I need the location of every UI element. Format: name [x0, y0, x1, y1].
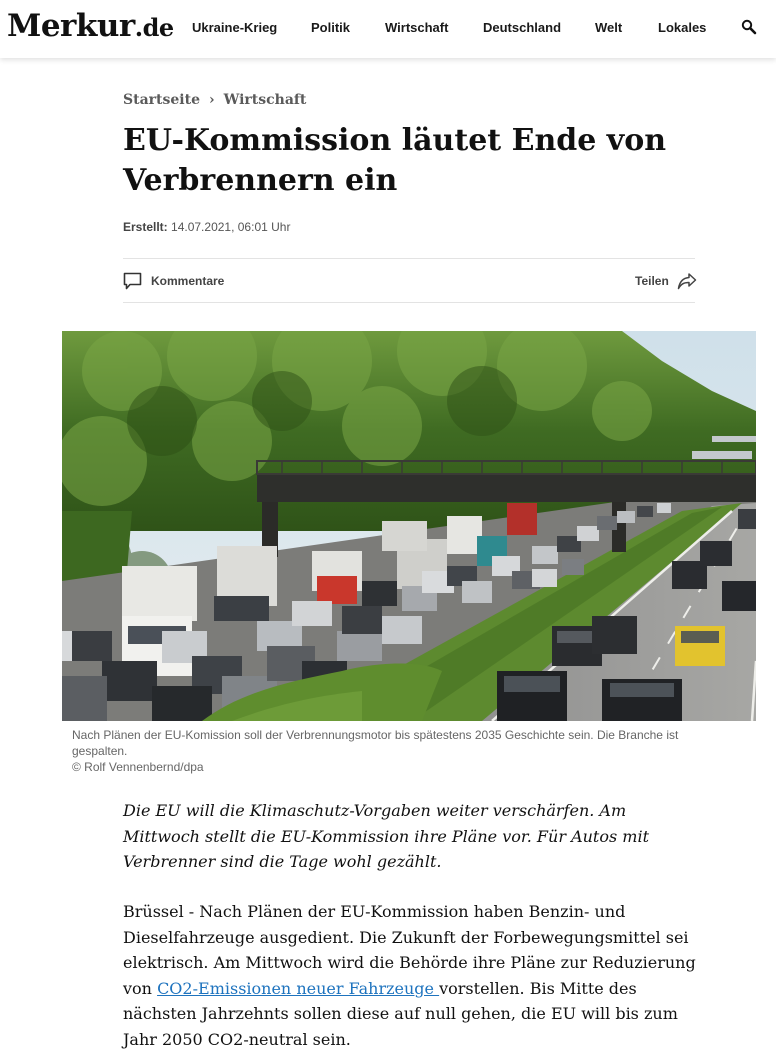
nav-item-ukraine-krieg[interactable]: Ukraine-Krieg — [192, 20, 278, 35]
meta-date: 14.07.2021, 06:01 Uhr — [171, 220, 291, 234]
chevron-right-icon: › — [208, 92, 215, 108]
nav-item-wirtschaft[interactable]: Wirtschaft — [385, 20, 449, 35]
meta-label: Erstellt: — [123, 220, 168, 234]
nav-item-welt[interactable]: Welt — [595, 20, 623, 35]
nav-item-lokales[interactable]: Lokales — [658, 20, 707, 35]
nav-item-politik[interactable]: Politik — [311, 20, 351, 35]
body-text: Brüssel - Nach Plänen der EU-Kommission haben Benzin- und Dieselfahrzeuge ausgedient. Die Zukunft der Forbewegungsmittel sei elektrisch. Am Mittwoch wird die Behörde ihre Pläne zur Reduzierung von — [123, 902, 696, 998]
share-label: Teilen — [635, 274, 669, 288]
page-title: EU-Kommission läutet Ende von Verbrennern ein — [123, 123, 667, 198]
article-lead: Die EU will die Klimaschutz-Vorgaben weiter verschärfen. Am Mittwoch stellt die EU-Kommission ihre Pläne vor. Für Autos mit Verbrenner sind die Tage wohl gezählt. — [123, 801, 649, 871]
comments-label: Kommentare — [151, 274, 225, 288]
breadcrumb-section[interactable]: Wirtschaft — [223, 92, 307, 108]
co2-emissions-link[interactable]: CO2-Emissionen neuer Fahrzeuge — [157, 978, 440, 998]
divider — [123, 258, 695, 259]
search-icon[interactable] — [741, 19, 757, 35]
comments-button[interactable] — [123, 270, 224, 292]
share-icon — [677, 272, 697, 290]
breadcrumb — [123, 92, 306, 108]
divider — [123, 302, 695, 303]
article-photo — [62, 331, 756, 721]
share-button[interactable] — [635, 270, 697, 292]
site-header — [0, 0, 776, 58]
breadcrumb-home[interactable]: Startseite — [123, 92, 200, 108]
comment-icon — [123, 272, 142, 290]
article-body — [123, 899, 698, 1052]
site-logo[interactable]: Merkur.de — [7, 8, 174, 44]
body-text: vorstellen. Bis Mitte des nächsten Jahrzehnts sollen diese auf null gehen, die EU will bis zum Jahr 2050 CO2-neutral sein. — [123, 978, 678, 1049]
caption-text: Nach Plänen der EU-Komission soll der Verbrennungsmotor bis spätestens 2035 Geschichte sein. Die Branche ist gespalten. — [72, 728, 679, 758]
photo-credit: © Rolf Vennenbernd/dpa — [72, 760, 204, 774]
article-meta — [123, 220, 290, 234]
photo-caption — [72, 727, 732, 775]
nav-item-deutschland[interactable]: Deutschland — [483, 20, 562, 35]
